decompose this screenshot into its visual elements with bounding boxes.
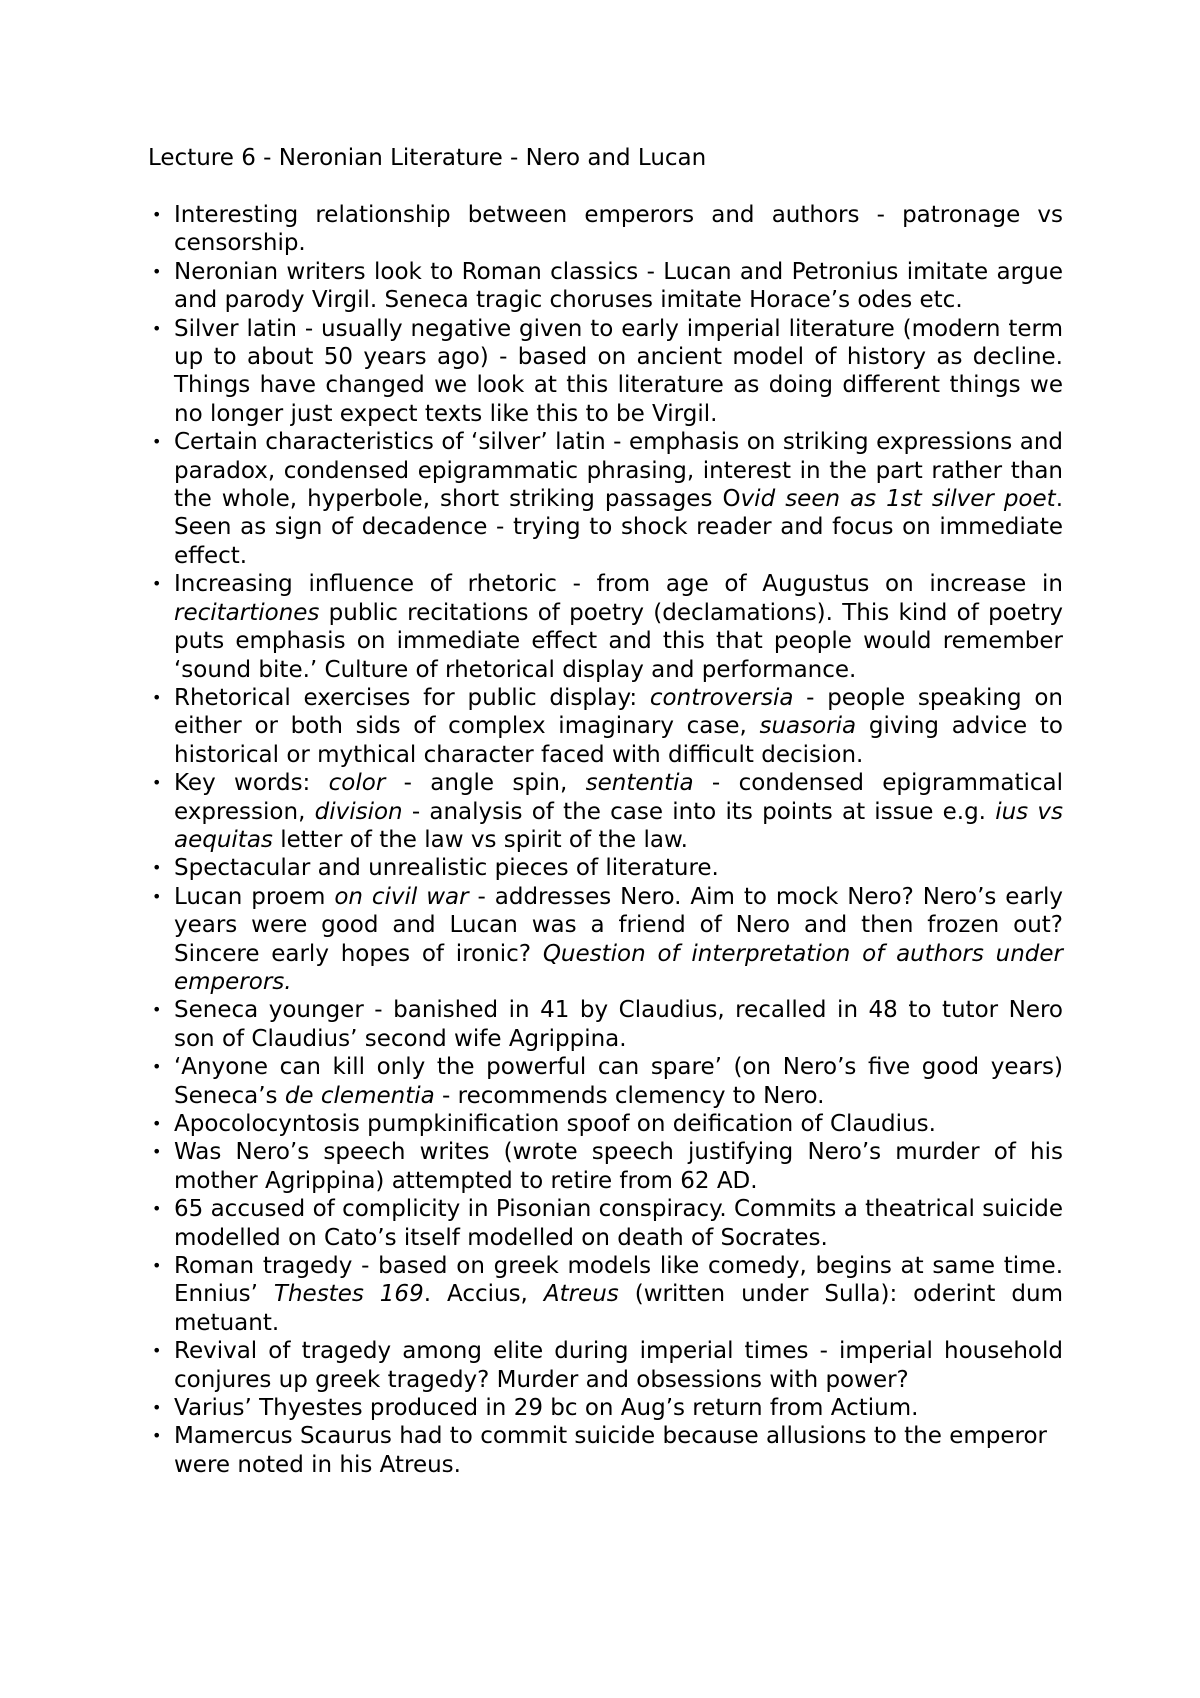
text-run: Apocolocyntosis pumpkinification spoof on deification of Claudius. — [174, 1111, 936, 1137]
text-run: Was Nero’s speech writes (wrote speech justifying Nero’s murder of his mother Agrippina) attempted to retire from 62 AD. — [174, 1139, 1063, 1194]
list-item — [148, 883, 1063, 997]
text-run: Interesting relationship between emperors and authors - patronage vs censorship. — [174, 202, 1063, 257]
bullet-icon: • — [152, 1000, 162, 1020]
text-run: Revival of tragedy among elite during imperial times - imperial household conjures up greek tragedy? Murder and obsessions with power? — [174, 1338, 1063, 1393]
text-run: Certain characteristics of ‘silver’ latin - emphasis on striking expressions and paradox, condensed epigrammatic phrasing, interest in the part rather than the whole, hyperbole, short striking passages O — [174, 429, 1063, 513]
italic-text: Question of interpretation of authors under emperors. — [174, 940, 1063, 995]
text-run: Spectacular and unrealistic pieces of literature. — [174, 855, 719, 882]
italic-text: suasoria — [759, 713, 857, 740]
bullet-icon: • — [152, 1114, 162, 1133]
bullet-icon: • — [152, 205, 162, 224]
list-item — [148, 428, 1063, 570]
text-run: Seneca younger - banished in 41 by Claudius, recalled in 48 to tutor Nero son of Claudius’ second wife Agrippina. — [174, 997, 1063, 1052]
italic-text: on civil war — [334, 883, 469, 910]
text-run: - condensed epigrammatical expression, — [174, 770, 1063, 825]
bullet-icon: • — [152, 1398, 162, 1418]
italic-text: sententia — [585, 770, 694, 797]
bullet-icon: • — [152, 1426, 162, 1446]
bullet-icon: • — [152, 886, 162, 906]
bullet-icon: • — [152, 858, 162, 878]
list-item — [148, 315, 1063, 429]
bullet-icon: • — [152, 1142, 162, 1162]
text-run: - analysis of the case into its points at issue e.g. — [402, 798, 996, 825]
text-run: Silver latin - usually negative given to early imperial literature (modern term up to about 50 years ago) - based on ancient model of history as decline. Things have changed we look at this literature as doing different things we no longer just expect texts like this to be Virgil. — [174, 315, 1063, 427]
list-item — [148, 1252, 1063, 1337]
bullet-icon: • — [152, 574, 162, 594]
list-item — [148, 1394, 1063, 1422]
italic-text: controversia — [649, 684, 794, 711]
text-run: - addresses Nero. Aim to mock Nero? Nero’s early years were good and Lucan was a friend of Nero and then frozen out? Sincere early hopes of ironic? — [174, 883, 1063, 967]
bullet-icon: • — [152, 1256, 162, 1276]
text-run: public recitations of poetry (declamations). This kind of poetry puts emphasis on immediate effect and this that people would remember ‘sound bite.’ Culture of rhetorical display and performance. — [174, 599, 1063, 683]
italic-text: division — [314, 798, 403, 825]
list-item — [148, 570, 1063, 684]
list-item — [148, 854, 1063, 882]
italic-text: Thestes 169 — [273, 1281, 424, 1308]
text-run: . Seen as sign of decadence - trying to shock reader and focus on immediate effect. — [174, 486, 1063, 569]
text-run: Increasing influence of rhetoric - from age of Augustus on increase in — [174, 571, 1063, 598]
italic-text: de clementia — [284, 1082, 435, 1109]
bullet-icon: • — [152, 318, 162, 338]
text-run: Rhetorical exercises for public display: — [174, 684, 650, 711]
bullet-list — [148, 201, 1063, 1479]
list-item — [148, 1110, 1063, 1138]
text-run: Neronian writers look to Roman classics - Lucan and Petronius imitate argue and parody Virgil. Seneca tragic choruses imitate Horace’s odes etc. — [174, 258, 1063, 314]
text-run: Key words: — [174, 770, 329, 797]
list-item — [148, 1422, 1063, 1479]
text-run: Lucan proem — [174, 883, 335, 910]
text-run: Roman tragedy - based on greek models like comedy, begins at same time. Ennius’ — [174, 1253, 1063, 1308]
bullet-icon: • — [152, 1341, 162, 1361]
italic-text: recitartiones — [174, 599, 320, 626]
italic-text: vid seen as 1st silver poet — [740, 486, 1056, 513]
text-run: - recommends clemency to Nero. — [434, 1082, 825, 1109]
bullet-icon: • — [152, 432, 162, 452]
bullet-icon: • — [152, 261, 162, 281]
list-item — [148, 1138, 1063, 1195]
list-item — [148, 996, 1063, 1053]
list-item — [148, 1053, 1063, 1110]
text-run: Varius’ Thyestes produced in 29 bc on Aug’s return from Actium. — [174, 1395, 919, 1422]
text-run: giving advice to historical or mythical character faced with difficult decision. — [174, 713, 1063, 768]
bullet-icon: • — [152, 773, 162, 793]
text-run: ‘Anyone can kill only the powerful can spare’ (on Nero’s five good years) Seneca’s — [174, 1054, 1063, 1109]
bullet-icon: • — [152, 1057, 162, 1077]
text-run: - angle spin, — [385, 770, 586, 797]
bullet-icon: • — [152, 687, 162, 707]
list-item — [148, 769, 1063, 854]
text-run: . Accius, — [423, 1281, 544, 1308]
list-item — [148, 201, 1063, 258]
italic-text: ius vs aequitas — [174, 798, 1063, 853]
list-item — [148, 1195, 1063, 1252]
text-run: - people speaking on either or both sids of complex imaginary case, — [174, 684, 1063, 740]
text-run: letter of the law vs spirit of the law. — [272, 826, 688, 853]
list-item — [148, 684, 1063, 769]
page-title: Lecture 6 - Neronian Literature - Nero and Lucan — [148, 145, 707, 171]
italic-text: Atreus — [543, 1281, 619, 1308]
text-run: Mamercus Scaurus had to commit suicide because allusions to the emperor were noted in his Atreus. — [174, 1423, 1048, 1478]
list-item — [148, 1337, 1063, 1394]
text-run: 65 accused of complicity in Pisonian conspiracy. Commits a theatrical suicide modelled on Cato’s itself modelled on death of Socrates. — [174, 1196, 1063, 1251]
list-item — [148, 258, 1063, 315]
italic-text: color — [328, 770, 386, 797]
text-run: (written under Sulla): oderint dum metuant. — [174, 1281, 1063, 1336]
bullet-icon: • — [152, 1199, 162, 1219]
